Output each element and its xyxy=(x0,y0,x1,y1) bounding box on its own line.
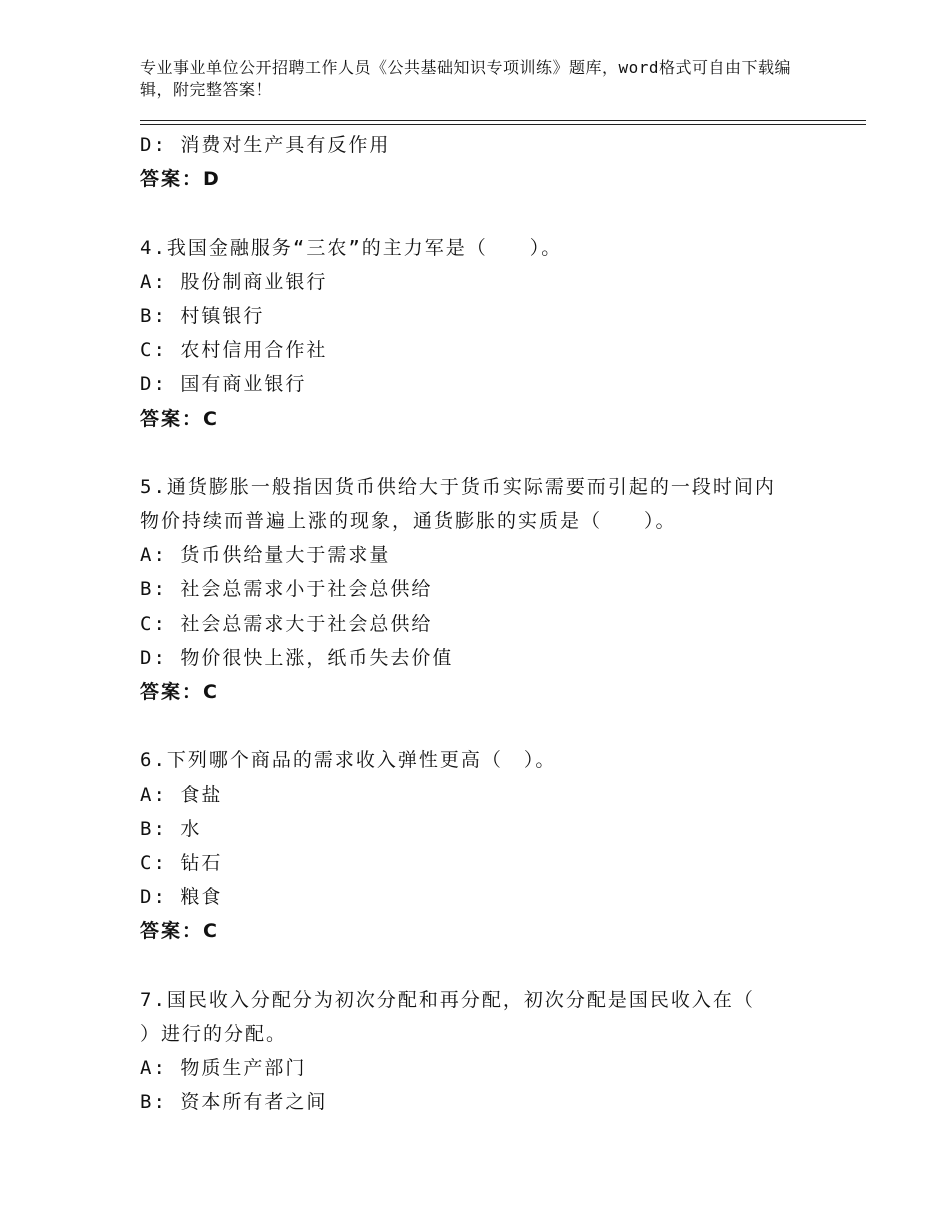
question-7 xyxy=(140,983,866,1120)
question-list xyxy=(140,128,866,1119)
spacer xyxy=(140,436,866,470)
question-7-option-b: B: 资本所有者之间 xyxy=(140,1091,328,1114)
question-5-stem-line-2: 物价持续而普遍上涨的现象，通货膨胀的实质是（ ）。 xyxy=(140,510,677,533)
question-4-option-a: A: 股份制商业银行 xyxy=(140,270,328,293)
spacer xyxy=(140,196,866,230)
question-6-option-d: D: 粮食 xyxy=(140,886,223,909)
question-4-option-b: B: 村镇银行 xyxy=(140,304,265,327)
question-5-option-d: D: 物价很快上涨，纸币失去价值 xyxy=(140,646,454,669)
question-6-option-c: C: 钻石 xyxy=(140,851,223,874)
question-6-answer: 答案：C xyxy=(140,920,219,943)
document-header: 专业事业单位公开招聘工作人员《公共基础知识专项训练》题库，word格式可自由下载编辑，附完整答案！ xyxy=(140,58,792,99)
question-5 xyxy=(140,470,866,709)
question-4-stem: 4.我国金融服务“三农”的主力军是（ ）。 xyxy=(140,236,563,259)
question-4 xyxy=(140,231,866,436)
question-6-option-b: B: 水 xyxy=(140,817,202,840)
question-7-stem-line-2: ）进行的分配。 xyxy=(140,1022,288,1045)
question-6-stem: 6.下列哪个商品的需求收入弹性更高（ ）。 xyxy=(140,749,557,772)
question-5-option-a: A: 货币供给量大于需求量 xyxy=(140,544,391,567)
question-5-option-c: C: 社会总需求大于社会总供给 xyxy=(140,612,433,635)
question-4-answer: 答案：C xyxy=(140,407,219,430)
question-4-option-d: D: 国有商业银行 xyxy=(140,373,307,396)
header-rule-bottom xyxy=(140,124,866,125)
question-3-answer: 答案：D xyxy=(140,168,221,191)
question-7-stem-line-1: 7.国民收入分配分为初次分配和再分配，初次分配是国民收入在（ xyxy=(140,988,755,1011)
question-3-option-d: D: 消费对生产具有反作用 xyxy=(140,134,391,156)
question-6 xyxy=(140,743,866,948)
spacer xyxy=(140,709,866,743)
question-5-option-b: B: 社会总需求小于社会总供给 xyxy=(140,578,433,601)
spacer xyxy=(140,949,866,983)
question-4-option-c: C: 农村信用合作社 xyxy=(140,339,328,362)
header-rule-top xyxy=(140,120,866,121)
question-6-option-a: A: 食盐 xyxy=(140,783,223,806)
question-5-stem-line-1: 5.通货膨胀一般指因货币供给大于货币实际需要而引起的一段时间内 xyxy=(140,475,776,498)
question-5-answer: 答案：C xyxy=(140,681,219,703)
question-7-option-a: A: 物质生产部门 xyxy=(140,1057,307,1080)
